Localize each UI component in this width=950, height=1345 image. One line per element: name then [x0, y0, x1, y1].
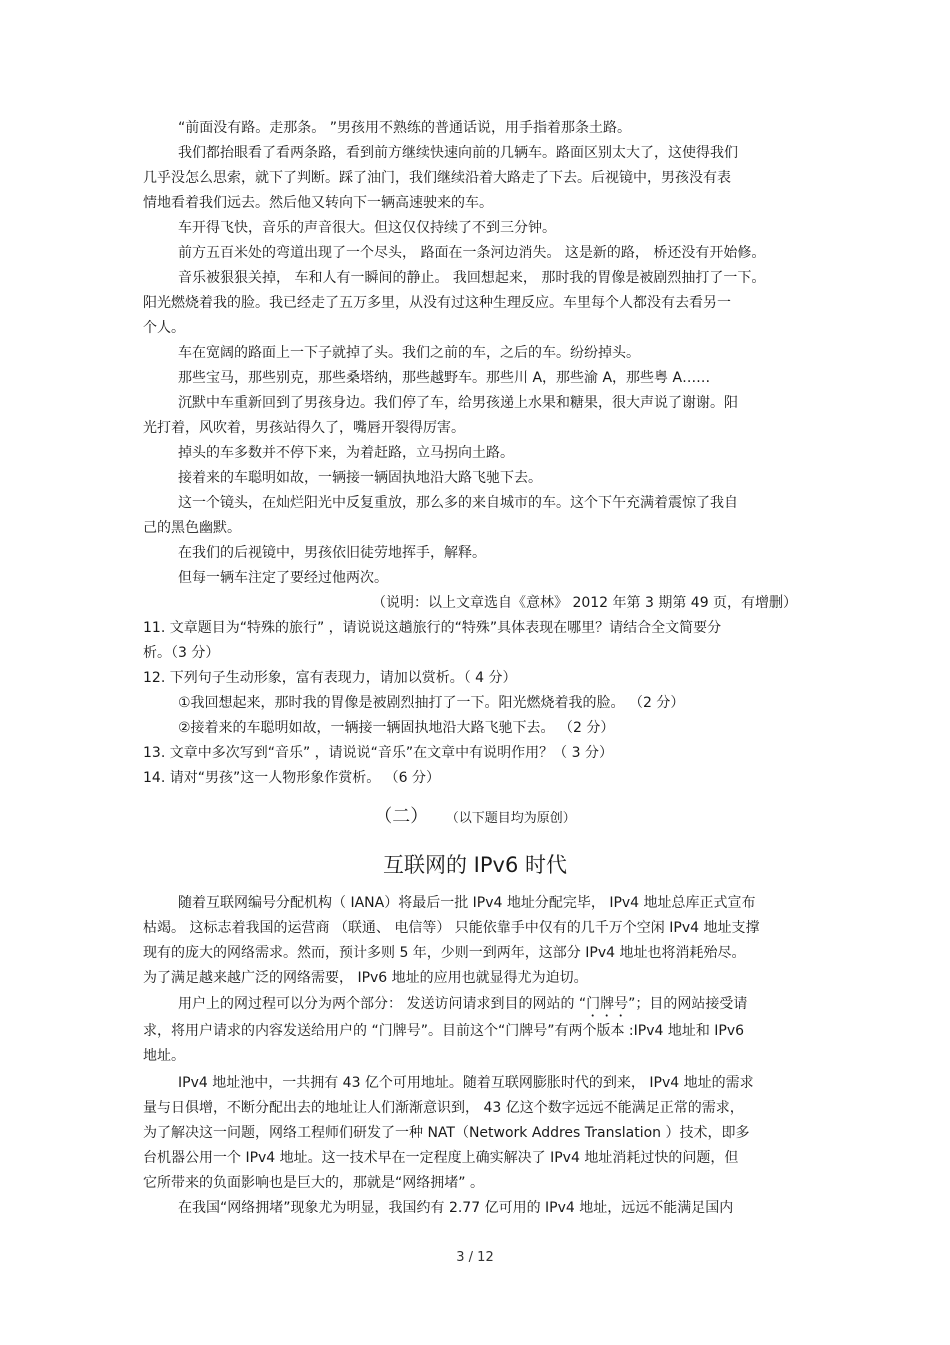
emphasized-term: 门牌号 [586, 996, 629, 1012]
article-line: IPv4 地址池中，一共拥有 43 亿个可用地址。随着互联网膨胀时代的到来， IPv4 地址的需求 [178, 1075, 754, 1091]
section-label: （二） [374, 806, 429, 827]
story-line: 前方五百米处的弯道出现了一个尽头， 路面在一条河边消失。 这是新的路， 桥还没有开始修。 [178, 245, 766, 261]
story-line: 但每一辆车注定了要经过他两次。 [178, 570, 388, 586]
section-note: （以下题目均为原创） [452, 811, 576, 826]
question-13: 13. 文章中多次写到“音乐” ，请说说“音乐”在文章中有说明作用？（ 3 分） [143, 745, 613, 761]
section-heading [0, 802, 950, 828]
article-line: 量与日俱增，不断分配出去的地址让人们渐渐意识到， 43 亿这个数字远远不能满足正常的需求， [143, 1100, 744, 1116]
story-line: 那些宝马，那些别克，那些桑塔纳，那些越野车。那些川 A，那些渝 A，那些粤 A…… [178, 370, 711, 386]
article-line: 枯竭。 这标志着我国的运营商 （联通、 电信等） 只能依靠手中仅有的几千万个空闲 IPv4 地址支撑 [143, 920, 760, 936]
story-line: 掉头的车多数并不停下来，为着赶路，立马拐向土路。 [178, 445, 514, 461]
article-line: 随着互联网编号分配机构（ IANA）将最后一批 IPv4 地址分配完毕， IPv4 地址总库正式宣布 [178, 895, 756, 911]
question-12: 12. 下列句子生动形象，富有表现力，请加以赏析。（ 4 分） [143, 670, 517, 686]
question-11-cont: 析。（3 分） [143, 645, 220, 661]
source-note: （说明：以上文章选自《意林》 2012 年第 3 期第 49 页，有增删） [372, 595, 798, 611]
story-line: 在我们的后视镜中，男孩依旧徒劳地挥手，解释。 [178, 545, 486, 561]
story-line: 沉默中车重新回到了男孩身边。我们停了车，给男孩递上水果和糖果，很大声说了谢谢。阳 [178, 395, 738, 411]
question-14: 14. 请对“男孩”这一人物形象作赏析。 （6 分） [143, 770, 441, 786]
story-line: 接着来的车聪明如故，一辆接一辆固执地沿大路飞驰下去。 [178, 470, 542, 486]
story-line: 己的黑色幽默。 [143, 520, 241, 536]
article-line: 在我国“网络拥堵”现象尤为明显，我国约有 2.77 亿可用的 IPv4 地址，远远不能满足国内 [178, 1200, 734, 1216]
article-line: 台机器公用一个 IPv4 地址。这一技术早在一定程度上确实解决了 IPv4 地址消耗过快的问题，但 [143, 1150, 739, 1166]
article-line: 为了解决这一问题，网络工程师们研发了一种 NAT（Network Addres Translation ）技术，即多 [143, 1125, 750, 1141]
article-line: 地址。 [143, 1048, 185, 1064]
article-line-with-emphasis [178, 994, 747, 1020]
question-12-item-1: ①我回想起来，那时我的胃像是被剧烈抽打了一下。阳光燃烧着我的脸。 （2 分） [178, 695, 685, 711]
story-line: 音乐被狠狠关掉， 车和人有一瞬间的静止。 我回想起来， 那时我的胃像是被剧烈抽打了一下。 [178, 270, 766, 286]
story-line: “前面没有路。走那条。 ”男孩用不熟练的普通话说，用手指着那条土路。 [178, 120, 631, 136]
article-line: 它所带来的负面影响也是巨大的，那就是“网络拥堵” 。 [143, 1175, 484, 1191]
article-title: 互联网的 IPv6 时代 [383, 853, 567, 877]
article-text: ”；目的网站接受请 [628, 996, 748, 1012]
article-line: 为了满足越来越广泛的网络需要， IPv6 地址的应用也就显得尤为迫切。 [143, 970, 588, 986]
page-number: 3 / 12 [456, 1250, 494, 1265]
question-11: 11. 文章题目为“特殊的旅行” ，请说说这趟旅行的“特殊”具体表现在哪里？请结合全文简要分 [143, 620, 722, 636]
story-line: 情地看着我们远去。然后他又转向下一辆高速驶来的车。 [143, 195, 493, 211]
story-line: 光打着，风吹着，男孩站得久了，嘴唇开裂得厉害。 [143, 420, 465, 436]
story-line: 个人。 [143, 320, 185, 336]
story-line: 车在宽阔的路面上一下子就掉了头。我们之前的车，之后的车。纷纷掉头。 [178, 345, 640, 361]
article-line: 求，将用户请求的内容发送给用户的 “门牌号”。目前这个“门牌号”有两个版本 :IPv4 地址和 IPv6 [143, 1023, 745, 1039]
story-line: 阳光燃烧着我的脸。我已经走了五万多里，从没有过这种生理反应。车里每个人都没有去看另一 [143, 295, 731, 311]
question-12-item-2: ②接着来的车聪明如故，一辆接一辆固执地沿大路飞驰下去。 （2 分） [178, 720, 615, 736]
article-text: 用户上的网过程可以分为两个部分： 发送访问请求到目的网站的 “ [178, 996, 587, 1012]
story-line: 车开得飞快，音乐的声音很大。但这仅仅持续了不到三分钟。 [178, 220, 556, 236]
article-line: 现有的庞大的网络需求。然而，预计多则 5 年，少则一到两年，这部分 IPv4 地址也将消耗殆尽。 [143, 945, 746, 961]
story-line: 我们都抬眼看了看两条路，看到前方继续快速向前的几辆车。路面区别太大了，这使得我们 [178, 145, 738, 161]
story-line: 这一个镜头，在灿烂阳光中反复重放，那么多的来自城市的车。这个下午充满着震惊了我自 [178, 495, 738, 511]
story-line: 几乎没怎么思索，就下了判断。踩了油门，我们继续沿着大路走了下去。后视镜中，男孩没有表 [143, 170, 731, 186]
